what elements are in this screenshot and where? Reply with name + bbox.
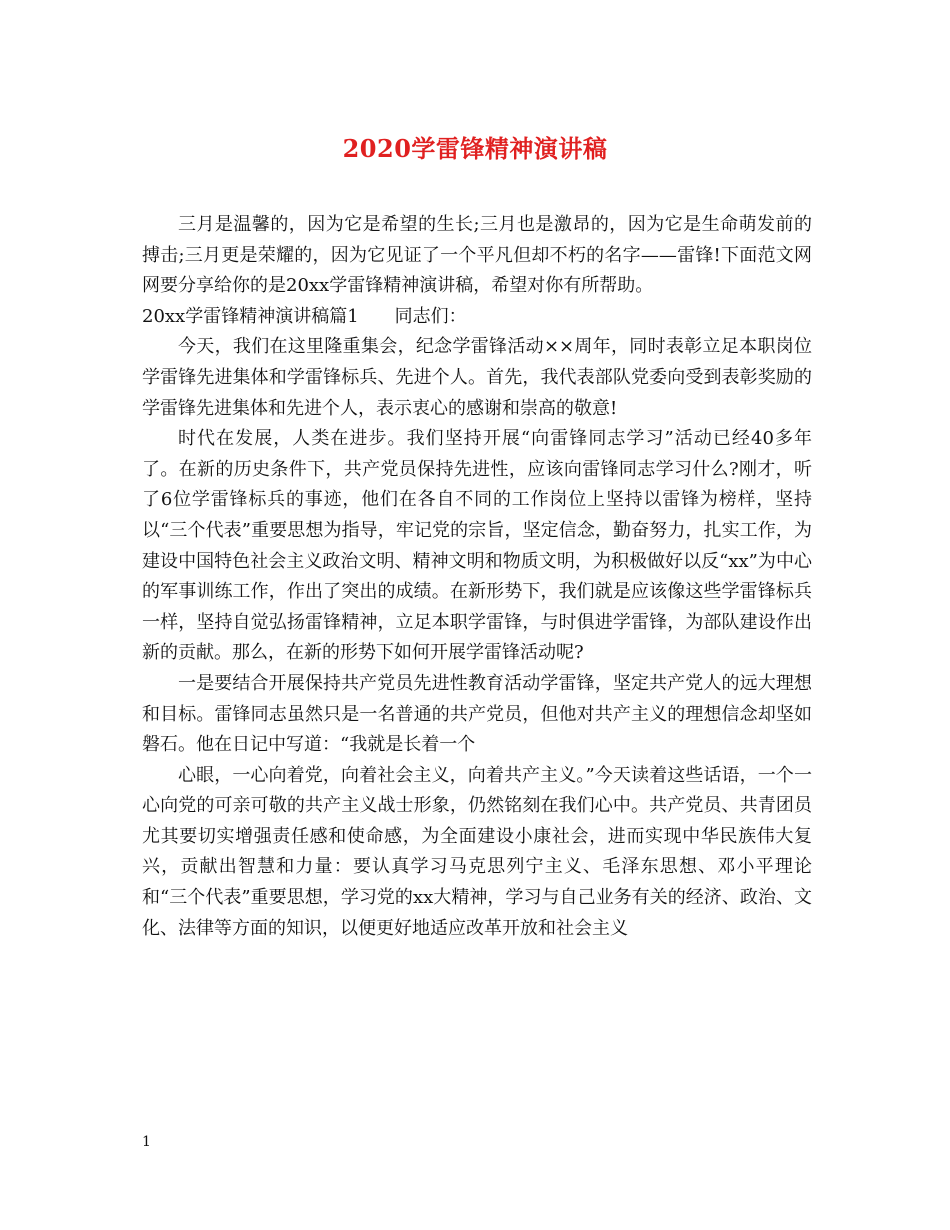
paragraph-3: 一是要结合开展保持共产党员先进性教育活动学雷锋，坚定共产党人的远大理想和目标。雷锋同志虽然只是一名普通的共产党员，但他对共产主义的理想信念却坚如磐石。他在日记中写道：“我就是长着一个 (142, 672, 812, 756)
document-title: 2020学雷锋精神演讲稿 (342, 134, 608, 163)
document-body (142, 210, 812, 944)
paragraph-intro: 三月是温馨的，因为它是希望的生长;三月也是激昂的，因为它是生命萌发前的搏击;三月更是荣耀的，因为它见证了一个平凡但却不朽的名字——雷锋!下面范文网网要分享给你的是20xx学雷锋精神演讲稿，希望对你有所帮助。 (142, 214, 812, 297)
page-number: 1 (142, 1134, 151, 1150)
paragraph-2: 时代在发展，人类在进步。我们坚持开展“向雷锋同志学习”活动已经40多年了。在新的历史条件下，共产党员保持先进性，应该向雷锋同志学习什么?刚才，听了6位学雷锋标兵的事迹，他们在各自不同的工作岗位上坚持以雷锋为榜样，坚持以“三个代表”重要思想为指导，牢记党的宗旨，坚定信念，勤奋努力，扎实工作，为建设中国特色社会主义政治文明、精神文明和物质文明，为积极做好以反“xx”为中心的军事训练工作，作出了突出的成绩。在新形势下，我们就是应该像这些学雷锋标兵一样，坚持自觉弘扬雷锋精神，立足本职学雷锋，与时俱进学雷锋，为部队建设作出新的贡献。那么，在新的形势下如何开展学雷锋活动呢? (142, 428, 812, 664)
paragraph-heading-line: 20xx学雷锋精神演讲稿篇1 同志们： (142, 305, 467, 327)
paragraph-1: 今天，我们在这里隆重集会，纪念学雷锋活动××周年，同时表彰立足本职岗位学雷锋先进集体和学雷锋标兵、先进个人。首先，我代表部队党委向受到表彰奖励的学雷锋先进集体和先进个人，表示衷心的感谢和崇高的敬意! (142, 336, 812, 419)
paragraph-4: 心眼，一心向着党，向着社会主义，向着共产主义。”今天读着这些话语，一个一心向党的可亲可敬的共产主义战士形象，仍然铭刻在我们心中。共产党员、共青团员尤其要切实增强责任感和使命感，为全面建设小康社会，进而实现中华民族伟大复兴，贡献出智慧和力量：要认真学习马克思列宁主义、毛泽东思想、邓小平理论和“三个代表”重要思想，学习党的xx大精神，学习与自己业务有关的经济、政治、文化、法律等方面的知识，以便更好地适应改革开放和社会主义 (142, 764, 812, 939)
